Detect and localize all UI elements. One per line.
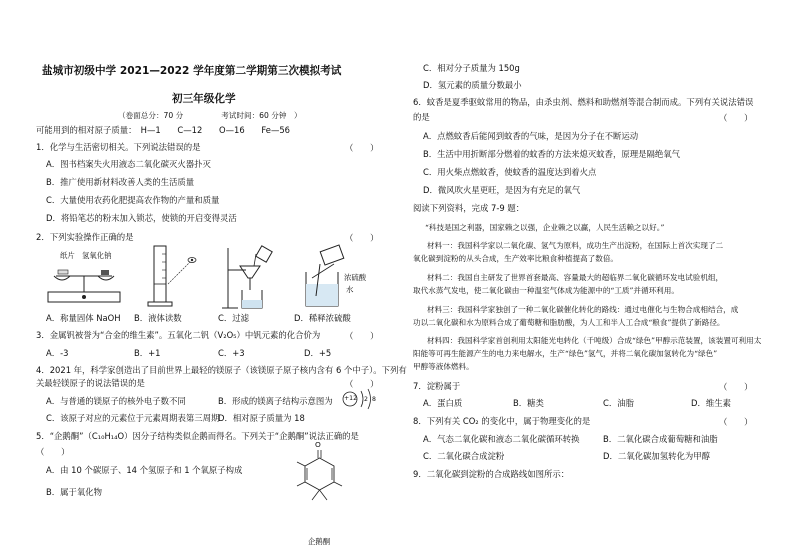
q1-option-c: C．大量使用农药化肥提高农作物的产量和质量 (46, 195, 220, 205)
label-paper: 纸片 (60, 251, 75, 260)
q8-answer-blank: （ ） (719, 417, 753, 427)
material-4-line-1: 材料四：我国科学家首创利用太阳能光电转化（千吨级）合成“绿色”甲醇示范装置，该装置可利用太 (427, 336, 762, 345)
material-3-line-2: 功以二氧化碳和水为原料合成了葡萄糖和脂肪酸，为人工和半人工合成“粮食”提供了新路径。 (413, 318, 725, 327)
label-water: 水 (346, 285, 354, 294)
q2-option-c: C．过滤 (218, 313, 249, 323)
q5-option-a: A．由 10 个碳原子、14 个氢原子和 1 个氧原子构成 (46, 465, 243, 475)
q9-stem: 9．二氧化碳到淀粉的合成路线如图所示： (413, 469, 570, 479)
q4-stem-cont: 关最轻镁原子的说法错误的是 (36, 378, 145, 388)
q3-stem: 3．金属钒被誉为“合金的维生素”。五氧化二钒（V₂O₅）中钒元素的化合价为 (36, 330, 321, 340)
q2-option-a: A．称量固体 NaOH (46, 313, 121, 323)
label-naoh: 氢氧化钠 (82, 251, 112, 260)
q6-option-a: A．点燃蚊香后能闻到蚊香的气味，是因为分子在不断运动 (423, 131, 639, 141)
ion-shell-2: 8 (372, 396, 376, 403)
q8-option-b: B．二氧化碳合成葡萄糖和油脂 (603, 434, 718, 444)
filtration-figure (218, 244, 278, 310)
q6-stem-cont: 的是 (413, 112, 430, 122)
q8-option-a: A．气态二氧化碳和液态二氧化碳循环转换 (423, 434, 580, 444)
molecule-name-label: 企鹅酮 (308, 537, 331, 546)
q5-option-c: C．相对分子质量为 150g (423, 63, 520, 73)
q1-option-b: B．推广使用新材料改善人类的生活质量 (46, 177, 195, 187)
q2-stem: 2．下列实验操作正确的是 (36, 232, 134, 242)
q3-option-c: C．+3 (218, 348, 245, 358)
label-acid: 浓硫酸 (344, 273, 367, 282)
material-4-line-3: 甲醇等液体燃料。 (413, 362, 474, 371)
q5-answer-blank: （ ） (36, 447, 70, 457)
atomic-masses: 可能用到的相对原子质量： H—1 C—12 O—16 Fe—56 (36, 125, 290, 135)
q1-stem: 1．化学与生活密切相关。下列说法错误的是 (36, 142, 201, 152)
penguinone-structure (296, 448, 344, 518)
q4-stem: 4．2021 年，科学家创造出了目前世界上最轻的镁原子（该镁原子原子核内含有 6 个中子）。下列有 (36, 365, 407, 375)
reading-intro: 阅读下列资料，完成 7-9 题： (413, 203, 525, 213)
q4-option-c: C．该原子对应的元素位于元素周期表第三周期 (46, 413, 220, 423)
material-2-line-2: 取代水蒸气发电，使二氧化碳由一种温室气体成为能源中的“工质”并循环利用。 (413, 286, 679, 295)
material-2-line-1: 材料二：我国自主研发了世界首套最高、容量最大的超临界二氧化碳循环发电试验机组， (427, 273, 724, 282)
q4-option-a: A．与普通的镁原子的核外电子数不同 (46, 396, 186, 406)
q4-option-d: D．相对原子质量为 18 (218, 413, 305, 423)
q1-option-a: A．图书档案失火用液态二氧化碳灭火器扑灭 (46, 159, 211, 169)
material-3-line-1: 材料三：我国科学家独创了一种二氧化碳催化转化的路线：通过电催化与生物合成相结合，成 (427, 305, 739, 314)
q6-option-d: D．微风吹火星更旺，是因为有充足的氧气 (423, 185, 581, 195)
q2-option-b: B．液体读数 (134, 313, 182, 323)
q3-option-a: A．-3 (46, 348, 69, 358)
q8-option-d: D．二氧化碳加氢转化为甲醇 (603, 451, 710, 461)
q7-option-b: B．糖类 (513, 398, 544, 408)
reading-quote: “科技是国之利器，国家赖之以强，企业赖之以赢，人民生活赖之以好。” (425, 223, 665, 232)
q7-answer-blank: （ ） (719, 382, 753, 392)
q6-stem: 6．蚊香是夏季驱蚊常用的物品，由杀虫剂、燃料和助燃剂等混合制而成。下列有关说法错误 (413, 97, 754, 107)
q3-answer-blank: （ ） (345, 331, 379, 341)
q2-option-d: D．稀释浓硫酸 (294, 313, 351, 323)
q7-option-d: D．维生素 (691, 398, 731, 408)
q4-option-b: B．形成的镁离子结构示意图为 (218, 396, 333, 406)
ion-shell-1: 2 (364, 396, 368, 403)
q5-option-d: D．氢元素的质量分数最小 (423, 80, 522, 90)
q8-stem: 8．下列有关 CO₂ 的变化中，属于物理变化的是 (413, 416, 591, 426)
right-column (397, 0, 794, 560)
q8-option-c: C．二氧化碳合成淀粉 (423, 451, 505, 461)
q2-answer-blank: （ ） (345, 233, 379, 243)
q1-option-d: D．将铅笔芯的粉末加入锁芯，使锁的开启变得灵活 (46, 213, 237, 223)
exam-info: （卷面总分：70 分 考试时间：60 分钟 ） (118, 111, 302, 120)
q7-option-a: A．蛋白质 (423, 398, 463, 408)
q3-option-d: D．+5 (304, 348, 332, 358)
q7-option-c: C．油脂 (603, 398, 634, 408)
q6-option-c: C．用火柴点燃蚊香，使蚊香的温度达到着火点 (423, 167, 597, 177)
exam-subtitle: 初三年级化学 (172, 93, 236, 105)
material-4-line-2: 阳能等可再生能源产生的电力来电解水，生产“绿色”氢气，并将二氧化碳加氢转化为“绿色” (413, 349, 718, 358)
q6-option-b: B．生活中用折断部分燃着的蚊香的方法来熄灭蚊香，原理是隔绝氧气 (423, 149, 680, 159)
material-1-line-2: 氧化碳到淀粉的从头合成，生产效率比粮食种植提高了数倍。 (413, 254, 619, 263)
ion-nucleus-charge: +12 (344, 395, 358, 402)
balance-figure (44, 258, 124, 306)
q7-stem: 7．淀粉属于 (413, 381, 461, 391)
q4-answer-blank: （ ） (345, 379, 379, 389)
cylinder-figure (138, 244, 198, 310)
q5-stem: 5．“企鹅酮”（C₁₀H₁₄O）因分子结构类似企鹅而得名。下列关于“企鹅酮”说法正确的是 (36, 431, 359, 441)
dilution-figure (298, 244, 350, 310)
q1-answer-blank: （ ） (345, 143, 379, 153)
exam-title: 盐城市初级中学 2021—2022 学年度第二学期第三次模拟考试 (42, 65, 342, 77)
q3-option-b: B．+1 (134, 348, 161, 358)
q6-answer-blank: （ ） (719, 113, 753, 123)
molecule-oxygen-label: O (315, 440, 321, 449)
material-1-line-1: 材料一：我国科学家以二氧化碳、氢气为原料，成功生产出淀粉，在国际上首次实现了二 (427, 241, 724, 250)
q5-option-b: B．属于氧化物 (46, 487, 102, 497)
